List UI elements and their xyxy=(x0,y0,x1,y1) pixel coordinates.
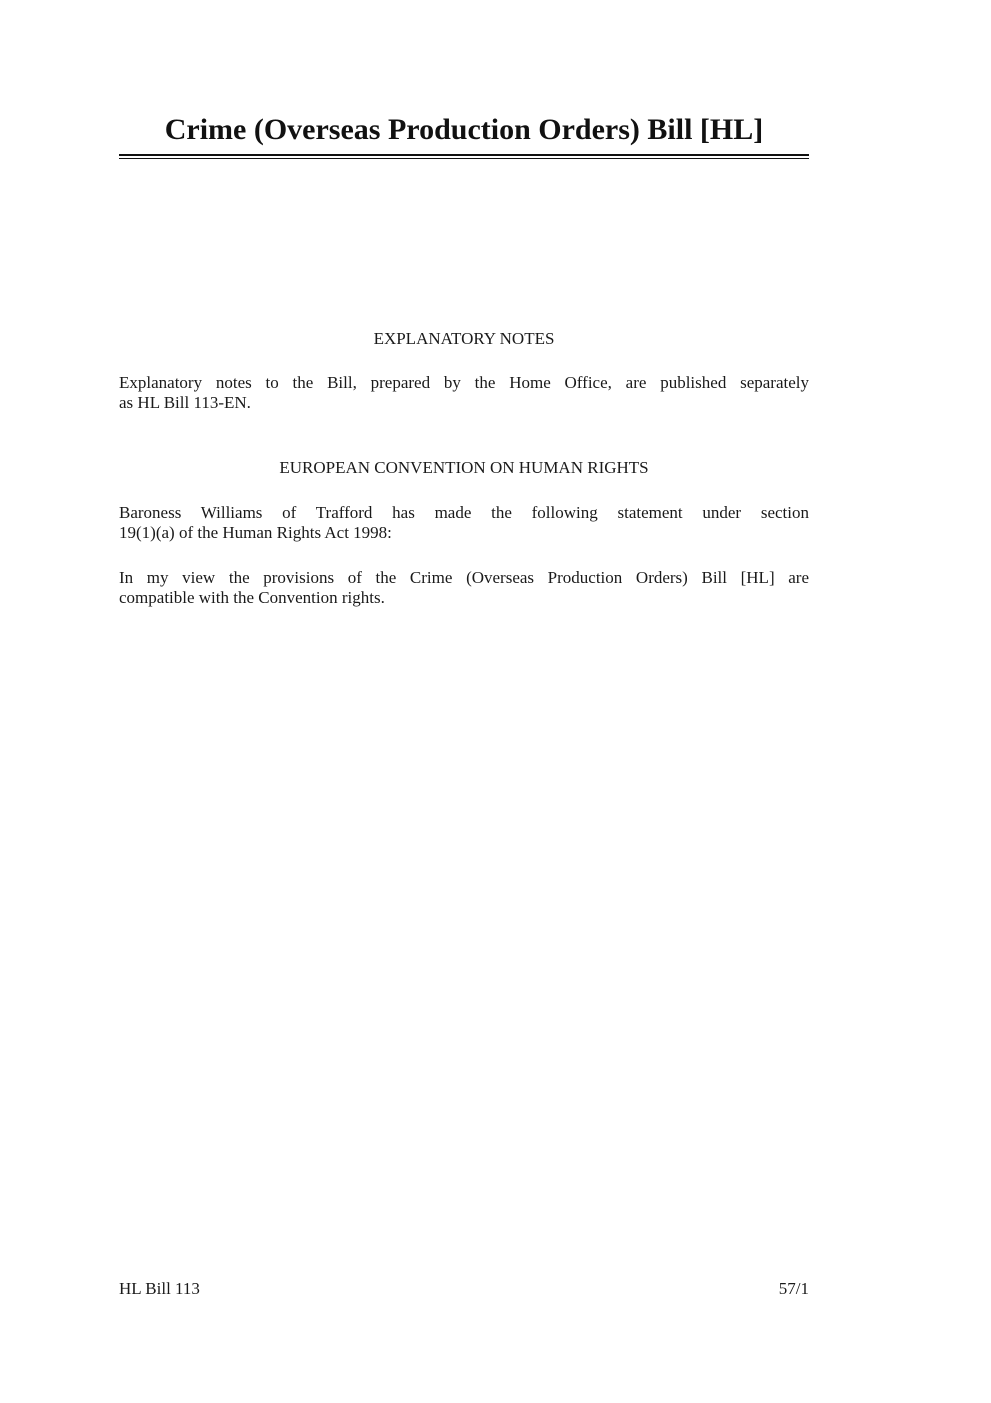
explanatory-notes-line-2: as HL Bill 113-EN. xyxy=(119,393,251,412)
bill-title: Crime (Overseas Production Orders) Bill [HL] xyxy=(164,113,764,146)
footer-bill-reference: HL Bill 113 xyxy=(119,1279,200,1298)
footer-print-reference: 57/1 xyxy=(778,1279,809,1298)
title-double-rule xyxy=(119,154,809,159)
explanatory-notes-paragraph xyxy=(119,373,809,413)
explanatory-notes-heading: EXPLANATORY NOTES xyxy=(373,329,555,348)
echr-view-line-1: In my view the provisions of the Crime (Overseas Production Orders) Bill [HL] are xyxy=(119,568,809,587)
echr-statement-line-2: 19(1)(a) of the Human Rights Act 1998: xyxy=(119,523,392,542)
echr-heading: EUROPEAN CONVENTION ON HUMAN RIGHTS xyxy=(279,458,649,477)
echr-statement-paragraph xyxy=(119,503,809,543)
title-block xyxy=(119,110,809,159)
echr-statement-line-1: Baroness Williams of Trafford has made the following statement under section xyxy=(119,503,809,522)
explanatory-notes-line-1: Explanatory notes to the Bill, prepared by the Home Office, are published separately xyxy=(119,373,809,392)
echr-view-paragraph xyxy=(119,568,809,608)
echr-view-line-2: compatible with the Convention rights. xyxy=(119,588,385,607)
